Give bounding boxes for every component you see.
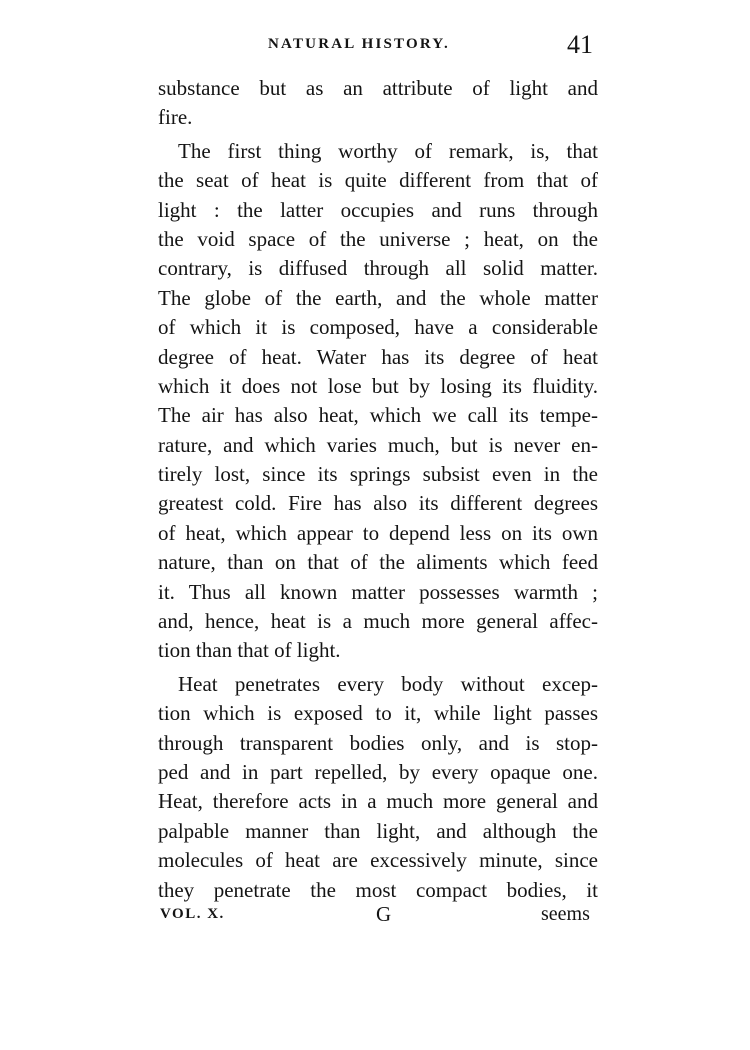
signature-mark: G: [376, 902, 392, 926]
text-line: fire.: [158, 105, 193, 130]
text-line: Heat penetrates every body without excep-: [178, 671, 598, 696]
text-line: of heat, which appear to depend less on its own: [158, 520, 598, 545]
text-line: and, hence, heat is a much more general affec-: [158, 609, 598, 634]
text-line: The air has also heat, which we call its tempe-: [158, 403, 598, 428]
text-line: substance but as an attribute of light and: [158, 76, 598, 100]
page-footer: [0, 902, 750, 932]
text-line: degree of heat. Water has its degree of heat: [158, 344, 598, 369]
text-line: the seat of heat is quite different from that of: [158, 168, 598, 193]
text-line: ped and in part repelled, by every opaque one.: [158, 759, 598, 784]
text-line: tion which is exposed to it, while light passes: [158, 701, 598, 726]
text-line: palpable manner than light, and although the: [158, 818, 598, 843]
text-line: the void space of the universe ; heat, on the: [158, 226, 598, 251]
text-line: The first thing worthy of remark, is, that: [178, 138, 598, 163]
text-line: greatest cold. Fire has also its different degrees: [158, 491, 598, 516]
catchword: seems: [541, 903, 590, 925]
text-line: which it does not lose but by losing its fluidity.: [158, 373, 598, 398]
text-line: of which it is composed, have a considerable: [158, 315, 598, 340]
text-line: rature, and which varies much, but is never en-: [158, 432, 598, 457]
text-line: tirely lost, since its springs subsist even in the: [158, 462, 598, 487]
page-number: 41: [567, 30, 593, 59]
text-line: The globe of the earth, and the whole matter: [158, 285, 598, 310]
text-line: Heat, therefore acts in a much more general and: [158, 789, 598, 814]
text-line: molecules of heat are excessively minute, since: [158, 848, 598, 873]
text-line: contrary, is diffused through all solid matter.: [158, 256, 598, 281]
body-text: [158, 74, 598, 905]
text-line: tion than that of light.: [158, 638, 341, 663]
text-line: nature, than on that of the aliments which feed: [158, 550, 598, 575]
volume-mark: VOL. X.: [160, 906, 225, 922]
text-line: light : the latter occupies and runs through: [158, 197, 598, 222]
text-line: it. Thus all known matter possesses warmth ;: [158, 579, 598, 604]
text-line: they penetrate the most compact bodies, it: [158, 877, 598, 902]
text-line: through transparent bodies only, and is stop-: [158, 730, 598, 755]
running-head: NATURAL HISTORY.: [268, 36, 450, 52]
